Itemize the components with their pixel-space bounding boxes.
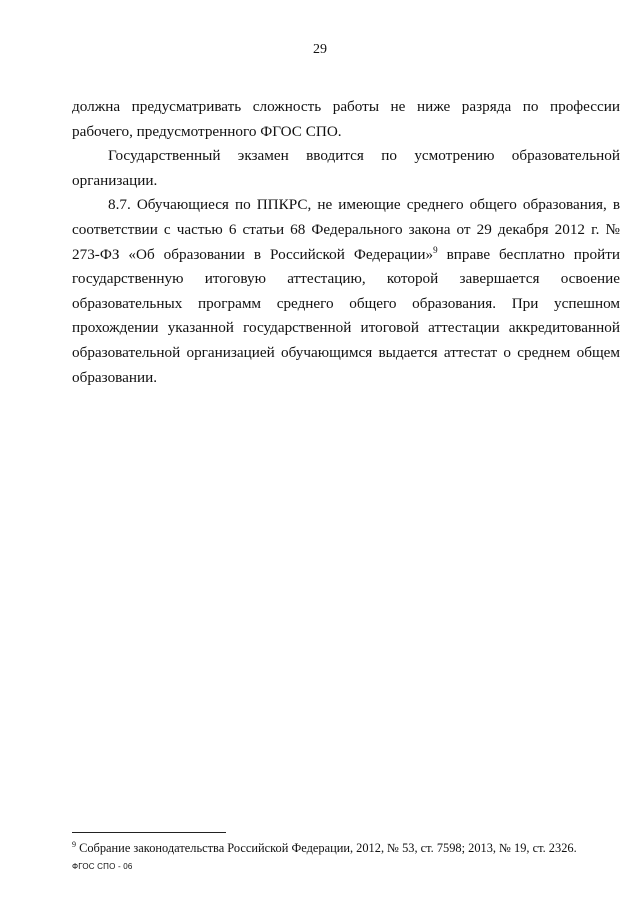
document-code: ФГОС СПО - 06 — [72, 862, 133, 871]
paragraph-continuation: должна предусматривать сложность работы не ниже разряда по профессии рабочего, предусмотренного ФГОС СПО. — [72, 98, 620, 140]
body-text — [72, 95, 620, 390]
footnote-separator — [72, 832, 226, 833]
paragraph-state-exam: Государственный экзамен вводится по усмотрению образовательной организации. — [72, 147, 620, 189]
page-number: 29 — [313, 42, 327, 57]
footnote — [72, 840, 632, 856]
footnote-text: Собрание законодательства Российской Федерации, 2012, № 53, ст. 7598; 2013, № 19, ст. 2326. — [76, 841, 577, 855]
paragraph-8-7-text-after: вправе бесплатно пройти государственную итоговую аттестацию, которой завершается освоение образовательных программ среднего общего образования. При успешном прохождении указанной государственной итоговой аттестации аккредитованной образовательной организацией обучающимся выдается аттестат о среднем общем образовании. — [72, 245, 620, 386]
paragraph-8-7 — [72, 193, 620, 390]
paragraph-8-7-text-before: 8.7. Обучающиеся по ППКРС, не имеющие среднего общего образования, в соответствии с частью 6 статьи 68 Федерального закона от 29 декабря 2012 г. № 273-ФЗ «Об образовании в Российской Федерации» — [72, 196, 620, 263]
footnote-reference: 9 — [433, 244, 438, 255]
footnote-marker: 9 — [72, 840, 76, 849]
